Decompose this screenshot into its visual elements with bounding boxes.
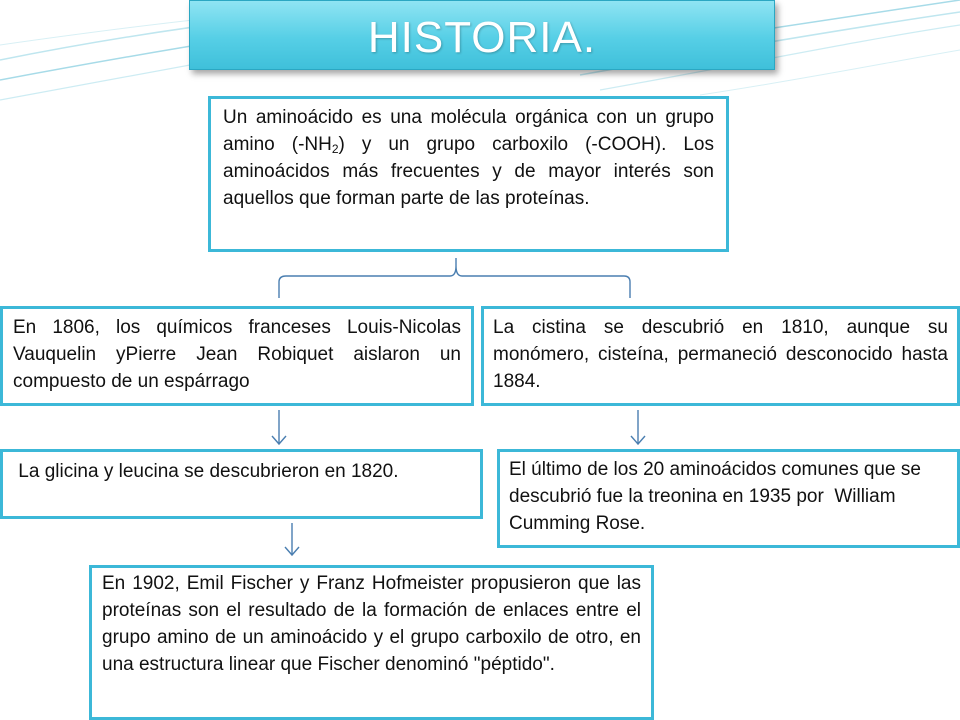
history-1806-text: En 1806, los químicos franceses Louis-Nicolas Vauquelin yPierre Jean Robiquet aislaron un compuesto de un espárrago bbox=[13, 317, 461, 392]
page-title: HISTORIA. bbox=[367, 13, 597, 62]
history-1820-box bbox=[0, 449, 483, 519]
history-1820-text: La glicina y leucina se descubrieron en 1820. bbox=[13, 461, 399, 482]
history-1935-box bbox=[497, 449, 960, 548]
history-1810-text: La cistina se descubrió en 1810, aunque su monómero, cisteína, permaneció desconocido hasta 1884. bbox=[493, 317, 948, 392]
history-1810-box bbox=[481, 306, 960, 406]
history-1806-box bbox=[0, 306, 474, 406]
definition-text-part2: ) y un grupo carboxilo (-COOH). Los aminoácidos más frecuentes y de mayor interés son aquellos que forman parte de las proteínas. bbox=[223, 134, 714, 209]
definition-text-part1: Un aminoácido es una molécula orgánica con un grupo amino (-NH bbox=[223, 107, 714, 155]
history-1935-text: El último de los 20 aminoácidos comunes que se descubrió fue la treonina en 1935 por William Cumming Rose. bbox=[509, 459, 927, 534]
title-banner bbox=[189, 0, 775, 70]
definition-box bbox=[208, 96, 729, 252]
definition-subscript: 2 bbox=[331, 142, 339, 156]
history-1902-box bbox=[89, 565, 654, 720]
history-1902-text: En 1902, Emil Fischer y Franz Hofmeister propusieron que las proteínas son el resultado de la formación de enlaces entre el grupo amino de un aminoácido y el grupo carboxilo de otro, en una estructura linear que Fischer denominó "péptido". bbox=[102, 573, 641, 675]
